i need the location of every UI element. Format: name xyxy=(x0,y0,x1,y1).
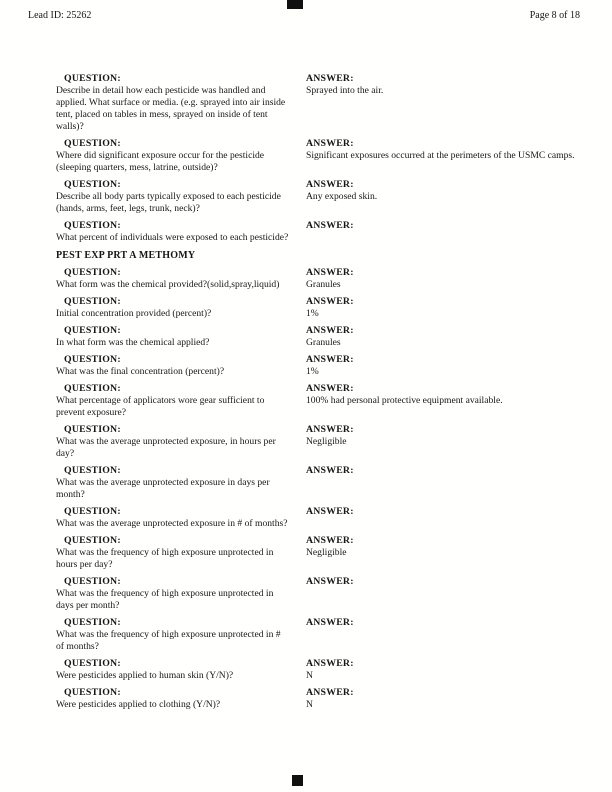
answer-label: ANSWER: xyxy=(306,506,354,517)
qa-block xyxy=(56,266,576,291)
answer-text: N xyxy=(306,670,313,681)
question-text: What was the average unprotected exposure, in hours per day? xyxy=(56,436,276,459)
answer-label: ANSWER: xyxy=(306,267,354,278)
question-label: QUESTION: xyxy=(64,325,121,336)
answer-label: ANSWER: xyxy=(306,658,354,669)
question-label: QUESTION: xyxy=(64,73,121,84)
question-text: What was the average unprotected exposure in days per month? xyxy=(56,477,270,500)
qa-block xyxy=(56,686,576,711)
qa-block xyxy=(56,423,576,460)
answer-label: ANSWER: xyxy=(306,296,354,307)
answer-text: Negligible xyxy=(306,436,347,447)
answer-label: ANSWER: xyxy=(306,687,354,698)
question-text: What form was the chemical provided?(solid,spray,liquid) xyxy=(56,279,280,290)
question-label: QUESTION: xyxy=(64,179,121,190)
qa-block xyxy=(56,505,576,530)
qa-block xyxy=(56,295,576,320)
question-label: QUESTION: xyxy=(64,465,121,476)
question-label: QUESTION: xyxy=(64,138,121,149)
question-text: What percent of individuals were exposed to each pesticide? xyxy=(56,232,289,243)
answer-text: 100% had personal protective equipment available. xyxy=(306,395,503,406)
qa-block xyxy=(56,137,576,174)
answer-text: Granules xyxy=(306,337,341,348)
question-label: QUESTION: xyxy=(64,617,121,628)
question-label: QUESTION: xyxy=(64,267,121,278)
question-text: What was the frequency of high exposure unprotected in hours per day? xyxy=(56,547,274,570)
question-label: QUESTION: xyxy=(64,535,121,546)
answer-label: ANSWER: xyxy=(306,220,354,231)
answer-label: ANSWER: xyxy=(306,179,354,190)
question-text: What was the average unprotected exposure in # of months? xyxy=(56,518,288,529)
answer-label: ANSWER: xyxy=(306,383,354,394)
answer-label: ANSWER: xyxy=(306,576,354,587)
lead-id: Lead ID: 25262 xyxy=(28,10,92,21)
question-text: Initial concentration provided (percent)? xyxy=(56,308,212,319)
answer-label: ANSWER: xyxy=(306,535,354,546)
page-number: Page 8 of 18 xyxy=(529,10,580,21)
answer-label: ANSWER: xyxy=(306,354,354,365)
scan-mark-top xyxy=(287,0,303,9)
answer-label: ANSWER: xyxy=(306,617,354,628)
question-text: Describe all body parts typically exposed to each pesticide (hands, arms, feet, legs, trunk, neck)? xyxy=(56,191,281,214)
qa-block xyxy=(56,464,576,501)
answer-label: ANSWER: xyxy=(306,424,354,435)
question-label: QUESTION: xyxy=(64,687,121,698)
page-header xyxy=(28,10,580,21)
qa-block xyxy=(56,575,576,612)
qa-block xyxy=(56,324,576,349)
answer-text: Significant exposures occurred at the perimeters of the USMC camps. xyxy=(306,150,575,161)
qa-block xyxy=(56,219,576,244)
qa-block xyxy=(56,178,576,215)
question-label: QUESTION: xyxy=(64,506,121,517)
answer-label: ANSWER: xyxy=(306,325,354,336)
answer-text: Sprayed into the air. xyxy=(306,85,384,96)
question-label: QUESTION: xyxy=(64,383,121,394)
answer-text: 1% xyxy=(306,308,319,319)
answer-text: Any exposed skin. xyxy=(306,191,378,202)
qa-block xyxy=(56,353,576,378)
question-label: QUESTION: xyxy=(64,576,121,587)
question-label: QUESTION: xyxy=(64,296,121,307)
question-label: QUESTION: xyxy=(64,220,121,231)
qa-block xyxy=(56,657,576,682)
answer-text: N xyxy=(306,699,313,710)
answer-text: Negligible xyxy=(306,547,347,558)
qa-block xyxy=(56,534,576,571)
qa-block xyxy=(56,616,576,653)
question-text: Where did significant exposure occur for the pesticide (sleeping quarters, mess, latrine, outside)? xyxy=(56,150,265,173)
question-text: In what form was the chemical applied? xyxy=(56,337,210,348)
question-label: QUESTION: xyxy=(64,658,121,669)
question-text: What was the frequency of high exposure unprotected in # of months? xyxy=(56,629,281,652)
question-text: What was the final concentration (percent)? xyxy=(56,366,225,377)
question-label: QUESTION: xyxy=(64,424,121,435)
question-text: What percentage of applicators wore gear sufficient to prevent exposure? xyxy=(56,395,265,418)
answer-text: 1% xyxy=(306,366,319,377)
answer-text: Granules xyxy=(306,279,341,290)
question-text: What was the frequency of high exposure unprotected in days per month? xyxy=(56,588,274,611)
answer-label: ANSWER: xyxy=(306,138,354,149)
qa-content xyxy=(56,72,576,715)
qa-block xyxy=(56,382,576,419)
answer-label: ANSWER: xyxy=(306,465,354,476)
question-text: Describe in detail how each pesticide was handled and applied. What surface or media. (e.g. sprayed into air inside tent, placed on tables in mess, sprayed on inside of tent walls)? xyxy=(56,85,286,132)
answer-label: ANSWER: xyxy=(306,73,354,84)
question-label: QUESTION: xyxy=(64,354,121,365)
section-title: PEST EXP PRT A METHOMY xyxy=(56,250,196,261)
scan-mark-bottom xyxy=(292,775,303,786)
qa-block xyxy=(56,72,576,133)
question-text: Were pesticides applied to human skin (Y/N)? xyxy=(56,670,234,681)
question-text: Were pesticides applied to clothing (Y/N)? xyxy=(56,699,221,710)
